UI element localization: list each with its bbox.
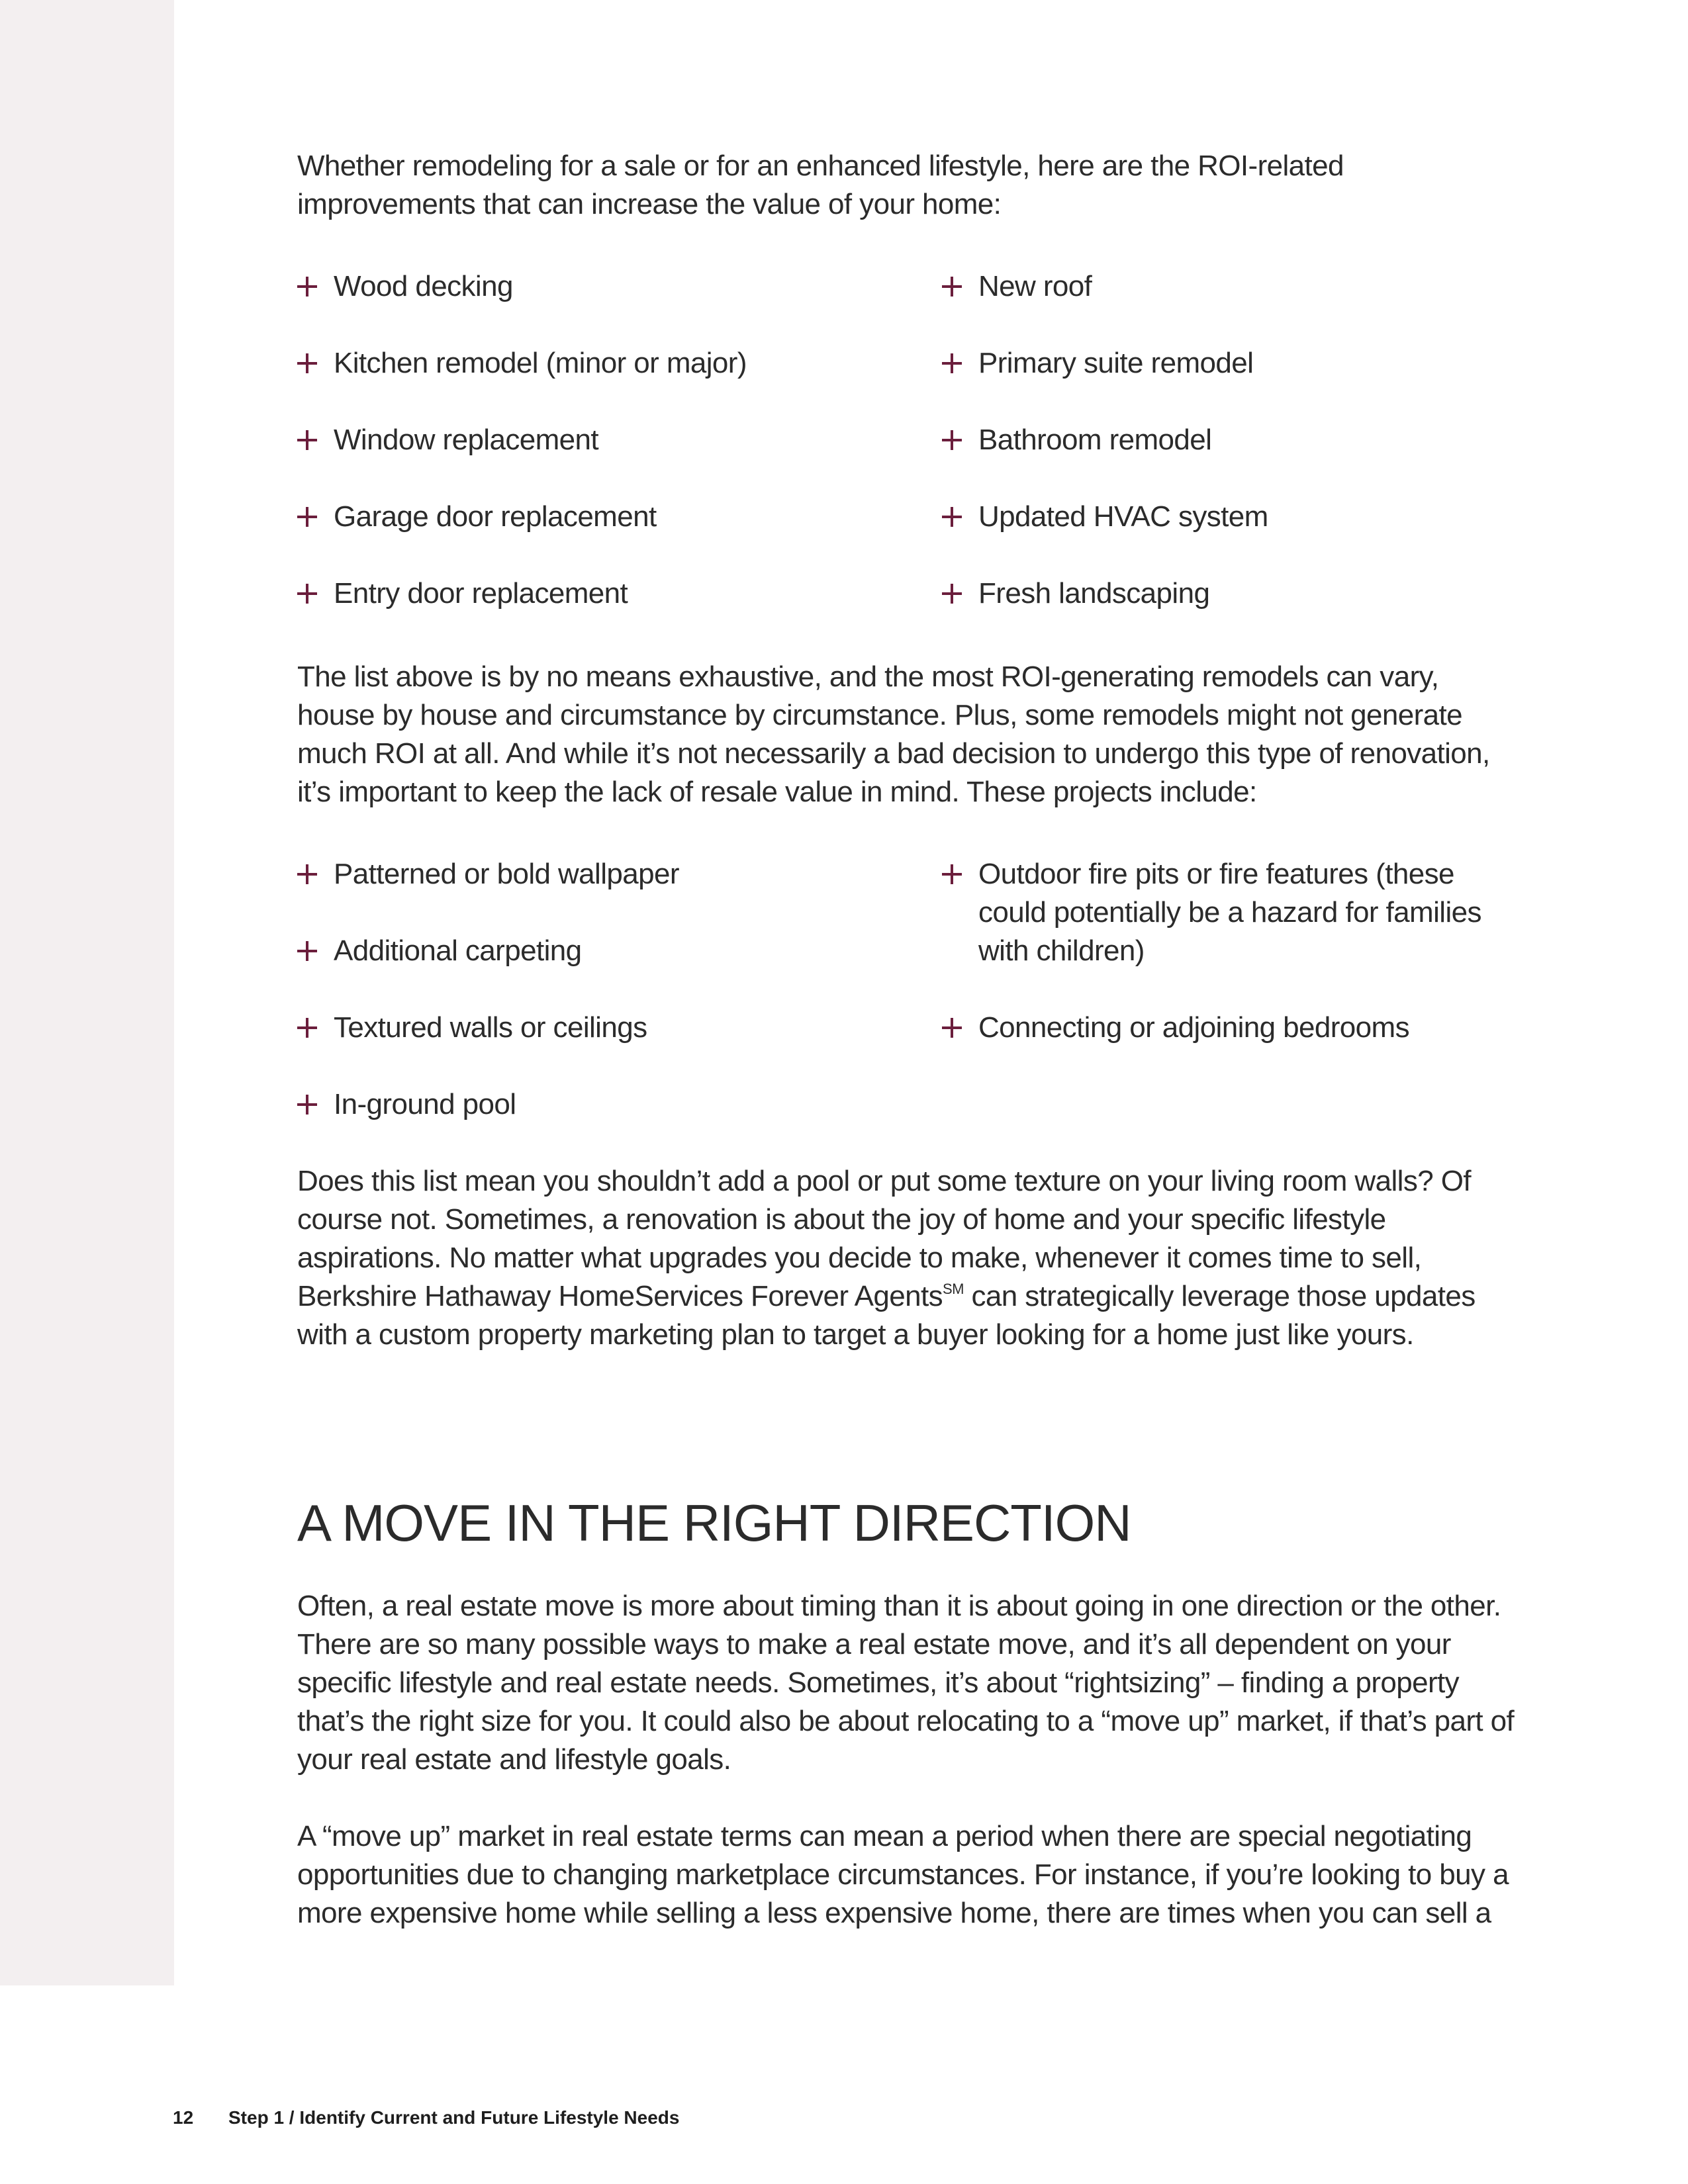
low-roi-left-column [297, 855, 942, 1124]
intro-paragraph: Whether remodeling for a sale or for an enhanced lifestyle, here are the ROI-related improvements that can increase the value of your home: [297, 150, 1344, 220]
list-item [942, 267, 1522, 306]
closing-paragraph [297, 1162, 1522, 1354]
list-item-label: Bathroom remodel [978, 424, 1212, 456]
low-roi-right-column [942, 855, 1522, 1124]
list-item [297, 932, 942, 970]
list-item-label: Additional carpeting [334, 934, 582, 967]
list-item [297, 344, 942, 383]
plus-icon [942, 584, 962, 604]
plus-icon [297, 1018, 317, 1038]
list-item [942, 344, 1522, 383]
list-item-label: New roof [978, 270, 1092, 302]
low-roi-intro-paragraph: The list above is by no means exhaustive, and the most ROI-generating remodels can vary, house by house and circumstance by circumstance. Plus, some remodels might not generate much ROI at all. And while it’s not necessarily a bad decision to undergo this type of renovation, it’s important to keep the lack of resale value in mind. These projects include: [297, 660, 1490, 808]
roi-improvements-list [297, 267, 1522, 651]
list-item-label: Connecting or adjoining bedrooms [978, 1011, 1410, 1044]
list-item [297, 267, 942, 306]
list-item [942, 421, 1522, 459]
plus-icon [297, 430, 317, 450]
plus-icon [297, 584, 317, 604]
list-item [297, 855, 942, 893]
list-item-label: Garage door replacement [334, 500, 657, 533]
page-footer [173, 2106, 679, 2130]
page-number: 12 [173, 2107, 194, 2128]
list-item [942, 498, 1522, 536]
list-item [297, 1085, 942, 1124]
list-item [297, 574, 942, 613]
low-roi-projects-list [297, 855, 1522, 1124]
list-item-label: Outdoor fire pits or fire features (these could potentially be a hazard for families with children) [978, 858, 1481, 967]
closing-text: Does this list mean you shouldn’t add a pool or put some texture on your living room walls? Of course not. Sometimes, a renovation is about the joy of home and your specific lifestyle aspirations. No matter what upgrades you decide to make, whenever it comes time to sell, Berkshire Hathaway HomeServices Forever Agents [297, 1165, 1471, 1312]
plus-icon [297, 277, 317, 296]
service-mark: SM [943, 1281, 964, 1297]
list-item-label: Patterned or bold wallpaper [334, 858, 679, 890]
plus-icon [942, 353, 962, 373]
list-item-label: Wood decking [334, 270, 513, 302]
list-item [297, 421, 942, 459]
list-item-label: Fresh landscaping [978, 577, 1210, 610]
plus-icon [297, 941, 317, 961]
side-margin-band [0, 0, 174, 1985]
list-item-label: Kitchen remodel (minor or major) [334, 347, 747, 379]
page-content [297, 147, 1522, 1933]
list-item [297, 1009, 942, 1047]
list-item-label: Updated HVAC system [978, 500, 1268, 533]
plus-icon [942, 507, 962, 527]
list-item-label: Window replacement [334, 424, 599, 456]
closing-text-continued: can strategically leverage those updates with a custom property marketing plan to target a buyer looking for a home just like yours. [297, 1280, 1476, 1351]
list-item [942, 1009, 1522, 1047]
list-item [297, 498, 942, 536]
list-item-label: Entry door replacement [334, 577, 628, 610]
footer-title: Step 1 / Identify Current and Future Lifestyle Needs [228, 2107, 680, 2128]
plus-icon [297, 507, 317, 527]
plus-icon [942, 1018, 962, 1038]
plus-icon [942, 430, 962, 450]
section-paragraph-1: Often, a real estate move is more about timing than it is about going in one direction or the other. There are so many possible ways to make a real estate move, and it’s all dependent on your specific lifestyle and real estate needs. Sometimes, it’s about “rightsizing” – finding a property that’s the right size for you. It could also be about relocating to a “move up” market, if that’s part of your real estate and lifestyle goals. [297, 1590, 1515, 1776]
plus-icon [942, 864, 962, 884]
list-item [942, 574, 1522, 613]
list-item-label: Primary suite remodel [978, 347, 1254, 379]
plus-icon [297, 353, 317, 373]
plus-icon [297, 1095, 317, 1115]
list-item-label: Textured walls or ceilings [334, 1011, 647, 1044]
section-heading: A MOVE IN THE RIGHT DIRECTION [297, 1494, 1131, 1552]
section-paragraph-2: A “move up” market in real estate terms can mean a period when there are special negotiating opportunities due to changing marketplace circumstances. For instance, if you’re looking to buy a more expensive home while selling a less expensive home, there are times when you can sell a [297, 1820, 1509, 1929]
list-item [942, 855, 1481, 970]
plus-icon [297, 864, 317, 884]
plus-icon [942, 277, 962, 296]
list-item-label: In-ground pool [334, 1088, 516, 1120]
